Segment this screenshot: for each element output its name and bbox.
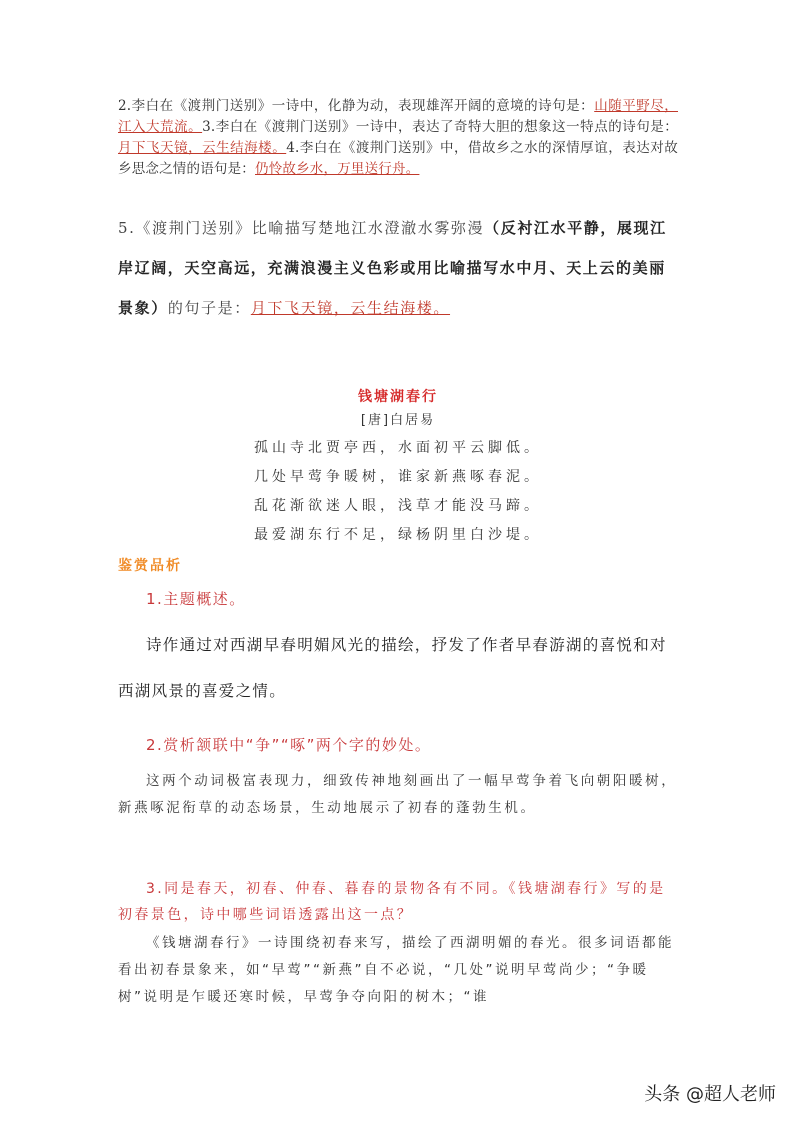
watermark: 头条 @超人老师 bbox=[644, 1084, 776, 1105]
poem-line: 最爱湖东行不足，绿杨阴里白沙堤。 bbox=[254, 527, 542, 543]
question-1-answer: 诗作通过对西湖早春明媚风光的描绘，抒发了作者早春游湖的喜悦和对西湖风景的喜爱之情。 bbox=[118, 636, 667, 700]
poem-title: 钱塘湖春行 bbox=[358, 389, 438, 405]
poem-line: 几处早莺争暖树，谁家新燕啄春泥。 bbox=[254, 469, 542, 485]
question-3-title: 3.同是春天，初春、仲春、暮春的景物各有不同。《钱塘湖春行》写的是初春景色，诗中哪些词语透露出这一点？ bbox=[118, 881, 666, 923]
q4-prompt: 4.李白在《渡荆门送别》中，借故乡之水的深情厚谊，表达对故乡思念之情的语句是： bbox=[118, 140, 678, 177]
poem-line: 孤山寺北贾亭西，水面初平云脚低。 bbox=[254, 440, 542, 456]
question-3-answer: 《钱塘湖春行》一诗围绕初春来写，描绘了西湖明媚的春光。很多词语都能看出初春景象来，如“早莺”“新燕”自不必说，“几处”说明早莺尚少；“争暖树”说明是乍暖还寒时候，早莺争夺向阳的树木；“谁 bbox=[118, 935, 674, 1005]
q3-answer: 月下飞天镜，云生结海楼。 bbox=[118, 140, 287, 156]
q5-answer: 月下飞天镜，云生结海楼。 bbox=[250, 299, 451, 317]
section-title: 鉴赏品析 bbox=[118, 558, 182, 574]
poem-author: [唐]白居易 bbox=[360, 413, 436, 428]
q2-answer: 山随平野尽，江入大荒流。 bbox=[118, 98, 678, 135]
question-2-answer: 这两个动词极富表现力，细致传神地刻画出了一幅早莺争着飞向朝阳暖树，新燕啄泥衔草的动态场景，生动地展示了初春的蓬勃生机。 bbox=[118, 773, 678, 816]
q5-prompt: 5.《渡荆门送别》比喻描写楚地江水澄澈水雾弥漫 bbox=[118, 219, 485, 237]
q3-prompt: 3.李白在《渡荆门送别》一诗中，表达了奇特大胆的想象这一特点的诗句是： bbox=[202, 119, 678, 135]
poem-line: 乱花渐欲迷人眼，浅草才能没马蹄。 bbox=[254, 498, 542, 514]
fill-in-questions-2-4 bbox=[118, 96, 678, 180]
poem bbox=[118, 386, 678, 550]
question-1-title: 1.主题概述。 bbox=[146, 590, 246, 608]
q5-suffix: 的句子是： bbox=[167, 299, 251, 317]
q4-answer: 仍怜故乡水，万里送行舟。 bbox=[255, 161, 420, 177]
q5-hint: （反衬江水平静，展现江岸辽阔，天空高远，充满浪漫主义色彩或用比喻描写水中月、天上云的美丽景象） bbox=[118, 219, 667, 317]
fill-in-question-5 bbox=[118, 208, 678, 328]
question-2-title: 2.赏析颔联中“争”“啄”两个字的妙处。 bbox=[146, 736, 432, 754]
q2-prompt: 2.李白在《渡荆门送别》一诗中，化静为动，表现雄浑开阔的意境的诗句是： bbox=[118, 98, 595, 114]
